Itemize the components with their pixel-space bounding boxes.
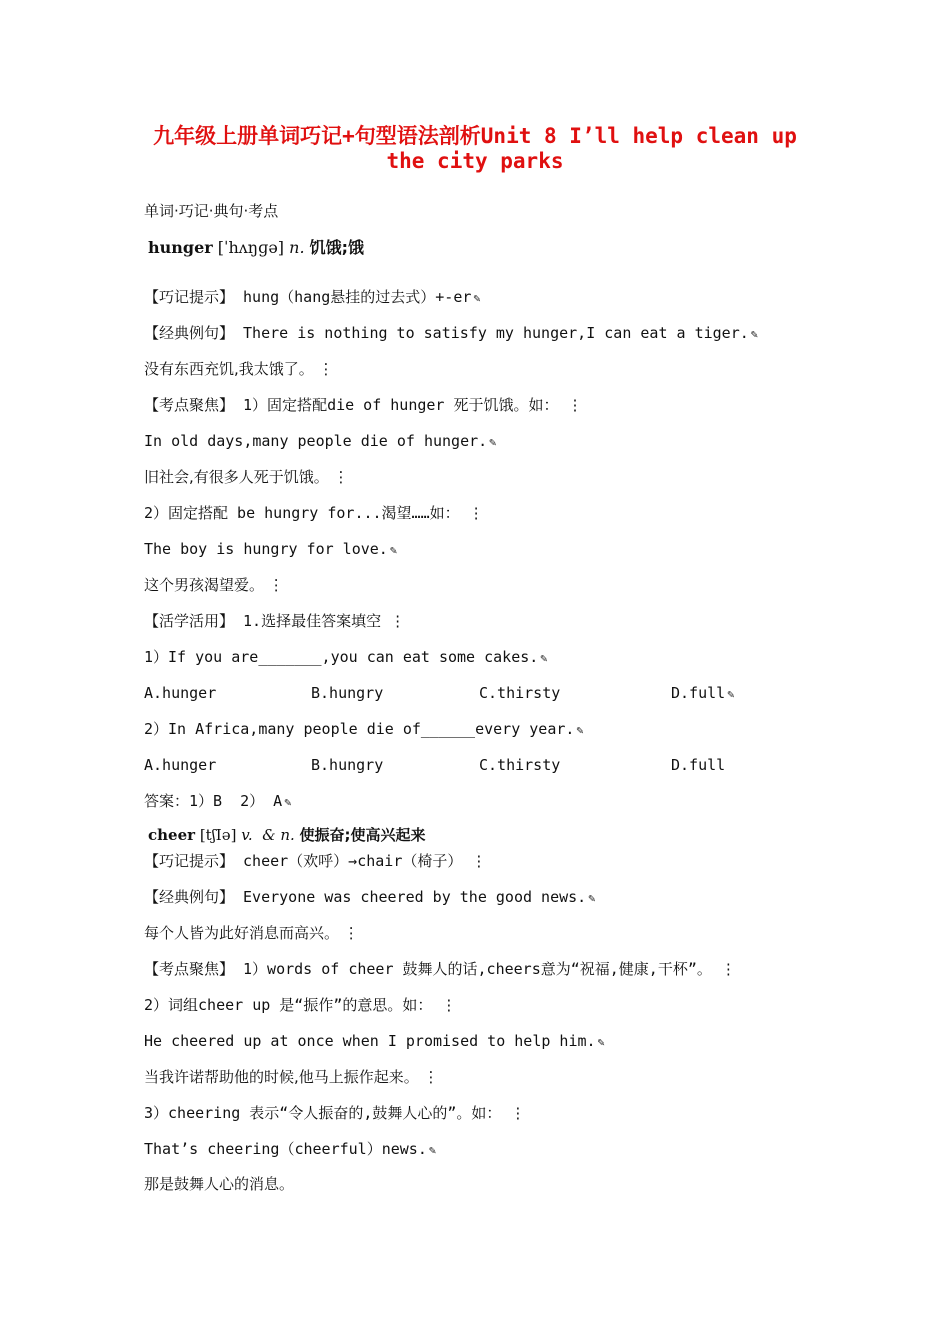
mark-icon: ✎	[284, 795, 292, 809]
memory-tip: 【巧记提示】 cheer（欢呼）→chair（椅子） ⋮	[144, 852, 487, 870]
focus-1-example: In old days,many people die of hunger. ✎	[144, 432, 497, 450]
example-translation: 每个人皆为此好消息而高兴。 ⋮	[144, 924, 359, 942]
focus-2-translation: 这个男孩渴望爱。 ⋮	[144, 576, 284, 594]
q2-option-a: A.hunger	[144, 756, 217, 774]
title-line-2: the city parks	[386, 149, 564, 173]
focus-point-3: 3）cheering 表示“令人振奋的,鼓舞人心的”。如： ⋮	[144, 1104, 526, 1122]
focus-point-1: 【考点聚焦】 1）words of cheer 鼓舞人的话,cheers意为“祝福,健康,干杯”。 ⋮	[144, 960, 736, 978]
focus-2-translation: 当我许诺帮助他的时候,他马上振作起来。 ⋮	[144, 1068, 439, 1086]
mark-icon: ✎	[750, 327, 758, 341]
document-title	[130, 124, 820, 174]
example-translation: 没有东西充饥,我太饿了。 ⋮	[144, 360, 334, 378]
meaning: 使振奋;使高兴起来	[299, 826, 426, 844]
mark-icon: ✎	[576, 723, 584, 737]
phonetic: [tʃIə]	[199, 826, 237, 844]
mark-icon: ✎	[540, 651, 548, 665]
q2-option-b: B.hungry	[311, 756, 384, 774]
title-line-1: 九年级上册单词巧记+句型语法剖析Unit 8 I’ll help clean up	[153, 124, 797, 148]
question-2: 2）In Africa,many people die of______every year. ✎	[144, 720, 584, 738]
focus-1-translation: 旧社会,有很多人死于饥饿。 ⋮	[144, 468, 349, 486]
word-entry-cheer	[148, 825, 426, 845]
q1-option-a: A.hunger	[144, 684, 217, 702]
focus-point-2: 2）词组cheer up 是“振作”的意思。如： ⋮	[144, 996, 457, 1014]
headword: hunger	[148, 238, 213, 257]
part-of-speech: n.	[289, 238, 305, 257]
section-heading: 单词·巧记·典句·考点	[144, 202, 279, 220]
answer-key: 答案：1）B 2） A ✎	[144, 792, 292, 810]
q1-option-c: C.thirsty	[479, 684, 561, 702]
example-sentence: 【经典例句】 There is nothing to satisfy my hunger,I can eat a tiger. ✎	[144, 324, 758, 342]
focus-3-translation: 那是鼓舞人心的消息。	[144, 1175, 295, 1193]
mark-icon: ✎	[727, 687, 735, 701]
q1-option-b: B.hungry	[311, 684, 384, 702]
q2-option-c: C.thirsty	[479, 756, 561, 774]
mark-icon: ✎	[428, 1143, 437, 1157]
practice-heading: 【活学活用】 1.选择最佳答案填空 ⋮	[144, 612, 406, 630]
focus-2-example: He cheered up at once when I promised to help him. ✎	[144, 1032, 605, 1050]
q2-option-d: D.full	[671, 756, 726, 774]
q1-option-d: D.full ✎	[671, 684, 735, 702]
headword: cheer	[148, 826, 196, 844]
focus-point-2: 2）固定搭配 be hungry for...渴望……如： ⋮	[144, 504, 484, 522]
focus-3-example: That’s cheering（cheerful）news. ✎	[144, 1140, 437, 1158]
focus-point-1: 【考点聚焦】 1）固定搭配die of hunger 死于饥饿。如： ⋮	[144, 396, 583, 414]
mark-icon: ✎	[597, 1035, 605, 1049]
memory-tip: 【巧记提示】 hung（hang悬挂的过去式）+-er ✎	[144, 288, 481, 306]
phonetic: [ˈhʌŋɡə]	[217, 238, 285, 257]
example-sentence: 【经典例句】 Everyone was cheered by the good news. ✎	[144, 888, 596, 906]
mark-icon: ✎	[389, 543, 398, 557]
mark-icon: ✎	[489, 435, 497, 449]
mark-icon: ✎	[473, 291, 481, 305]
question-1: 1）If you are_______,you can eat some cakes. ✎	[144, 648, 548, 666]
mark-icon: ✎	[588, 891, 596, 905]
focus-2-example: The boy is hungry for love. ✎	[144, 540, 398, 558]
part-of-speech: v. & n.	[241, 826, 295, 844]
word-entry-hunger	[148, 238, 364, 258]
meaning: 饥饿;饿	[309, 238, 365, 257]
